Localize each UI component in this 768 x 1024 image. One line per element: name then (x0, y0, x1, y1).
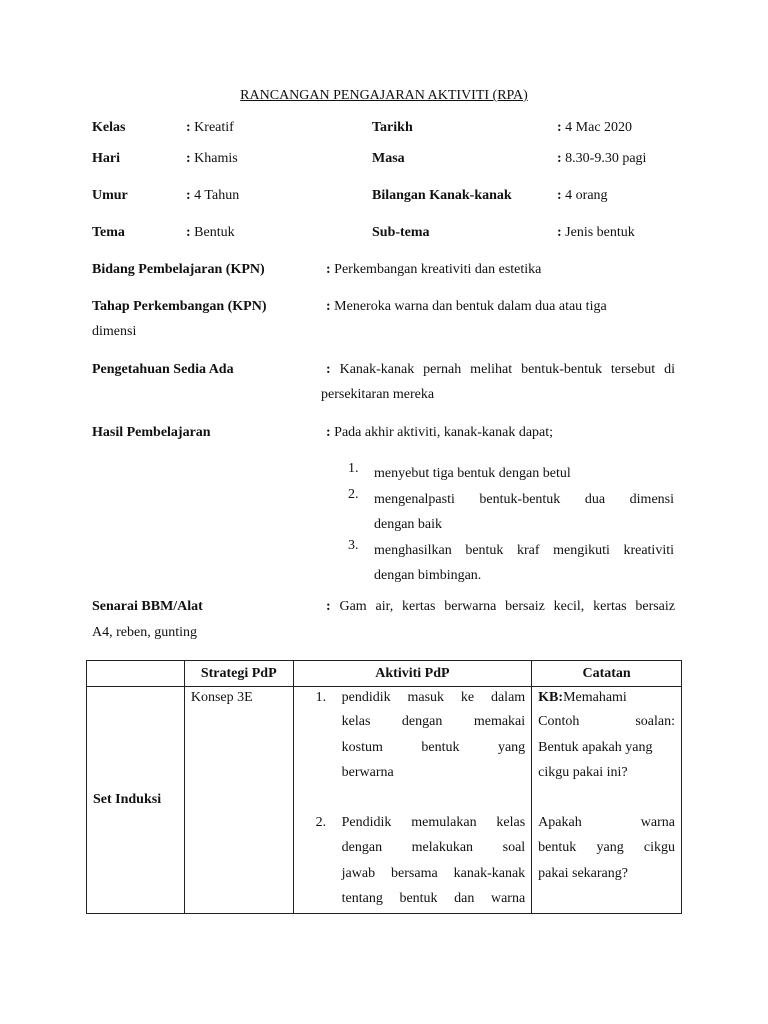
list-number: 1. (348, 461, 359, 476)
aktiviti-line: tentang bentuk dan warna (341, 891, 526, 906)
row-label: Set Induksi (93, 792, 162, 807)
senarai-value-cont: A4, reben, gunting (92, 625, 197, 640)
kb-label: KB: (538, 690, 564, 705)
aktiviti-line: jawab bersama kanak-kanak (341, 865, 526, 881)
masa-value (557, 151, 646, 167)
tahap-value-cont: dimensi (92, 324, 137, 339)
aktiviti-line: pendidik masuk ke dalam (341, 690, 526, 705)
colon: : (326, 262, 331, 277)
aktiviti-line: Pendidik memulakan kelas (341, 814, 526, 830)
kelas-text: Kreatif (194, 120, 234, 135)
senarai-label: Senarai BBM/Alat (92, 599, 203, 614)
subtema-text: Jenis bentuk (565, 225, 635, 240)
senarai-text: Gam air, kertas berwarna bersaiz kecil, kertas bersaiz (339, 599, 675, 614)
catatan-cell (532, 687, 682, 914)
row-label-cell (87, 687, 185, 914)
colon: : (557, 225, 562, 240)
activity-table (86, 660, 682, 914)
hasil-intro (326, 425, 553, 441)
subtema-label: Sub-tema (372, 225, 430, 240)
hari-label: Hari (92, 151, 120, 166)
list-item (316, 810, 526, 912)
page-title: RANCANGAN PENGAJARAN AKTIVITI (RPA) (240, 88, 528, 103)
pengetahuan-value-cont: persekitaran mereka (321, 387, 435, 402)
list-number: 1. (315, 690, 327, 705)
bidang-label: Bidang Pembelajaran (KPN) (92, 262, 265, 277)
catatan-line: cikgu pakai ini? (538, 765, 628, 780)
strategi-cell (184, 687, 293, 914)
masa-label: Masa (372, 151, 405, 166)
pengetahuan-value (326, 362, 675, 378)
masa-text: 8.30-9.30 pagi (565, 151, 647, 166)
list-number: 3. (348, 537, 359, 553)
catatan-line: Apakah warna (538, 814, 675, 830)
bilangan-label: Bilangan Kanak-kanak (372, 188, 512, 203)
hasil-label: Hasil Pembelajaran (92, 425, 211, 440)
tahap-label: Tahap Perkembangan (KPN) (92, 299, 267, 314)
list-item-text: menyebut tiga bentuk dengan betul (374, 466, 571, 481)
list-item (348, 461, 674, 487)
list-number: 2. (315, 814, 327, 830)
tema-text: Bentuk (194, 225, 235, 240)
list-item (316, 687, 526, 786)
bidang-text: Perkembangan kreativiti dan estetika (334, 262, 542, 277)
colon: : (326, 362, 331, 377)
list-item (348, 487, 674, 538)
senarai-value (326, 599, 675, 615)
bidang-value (326, 262, 541, 278)
pengetahuan-text: Kanak-kanak pernah melihat bentuk-bentuk tersebut di (339, 362, 676, 377)
colon: : (186, 225, 191, 240)
list-item-text: menghasilkan bentuk kraf mengikuti kreativiti (374, 542, 674, 558)
kelas-label: Kelas (92, 120, 126, 135)
colon: : (186, 151, 191, 166)
colon: : (326, 599, 331, 614)
list-item-text: mengenalpasti bentuk-bentuk dua dimensi (374, 491, 674, 507)
colon: : (557, 188, 562, 203)
pengetahuan-label: Pengetahuan Sedia Ada (92, 362, 234, 377)
tahap-text: Meneroka warna dan bentuk dalam dua atau tiga (334, 299, 607, 314)
list-number: 2. (348, 486, 359, 502)
table-header-cell: Catatan (532, 661, 682, 687)
tarikh-label: Tarikh (372, 120, 413, 135)
hari-value (186, 151, 238, 167)
aktiviti-cell (293, 687, 532, 914)
aktiviti-line: kostum bentuk yang (341, 739, 526, 755)
table-header-row (87, 661, 682, 687)
bilangan-text: 4 orang (565, 188, 608, 203)
table-row (87, 687, 682, 914)
tarikh-text: 4 Mac 2020 (565, 120, 633, 135)
tahap-value (326, 299, 607, 315)
table-header-cell: Aktiviti PdP (293, 661, 532, 687)
colon: : (326, 425, 331, 440)
subtema-value (557, 225, 635, 241)
strategi-text: Konsep 3E (190, 690, 253, 705)
colon: : (186, 120, 191, 135)
catatan-kb (538, 687, 675, 709)
colon: : (326, 299, 331, 314)
tarikh-value (557, 120, 632, 136)
tema-label: Tema (92, 225, 125, 240)
umur-text: 4 Tahun (194, 188, 240, 203)
aktiviti-line: dengan melakukan soal (341, 840, 526, 855)
kelas-value (186, 120, 234, 136)
bilangan-value (557, 188, 608, 204)
umur-value (186, 188, 239, 204)
list-item-text-cont: dengan bimbingan. (374, 568, 482, 583)
table-header-cell (87, 661, 185, 687)
umur-label: Umur (92, 188, 128, 203)
catatan-line: pakai sekarang? (538, 865, 628, 881)
tema-value (186, 225, 235, 241)
list-item-text-cont: dengan baik (374, 517, 443, 532)
colon: : (557, 120, 562, 135)
table-header-cell: Strategi PdP (184, 661, 293, 687)
kb-text: Memahami (563, 690, 627, 705)
aktiviti-line: berwarna (341, 765, 394, 780)
colon: : (557, 151, 562, 166)
colon: : (186, 188, 191, 203)
hasil-list (348, 461, 674, 589)
hasil-intro-text: Pada akhir aktiviti, kanak-kanak dapat; (334, 425, 554, 440)
catatan-line: Bentuk apakah yang (538, 739, 653, 755)
aktiviti-line: kelas dengan memakai (341, 714, 526, 729)
list-item (348, 538, 674, 589)
catatan-line: bentuk yang cikgu (538, 840, 675, 855)
hari-text: Khamis (194, 151, 238, 166)
catatan-line: Contoh soalan: (538, 714, 675, 729)
